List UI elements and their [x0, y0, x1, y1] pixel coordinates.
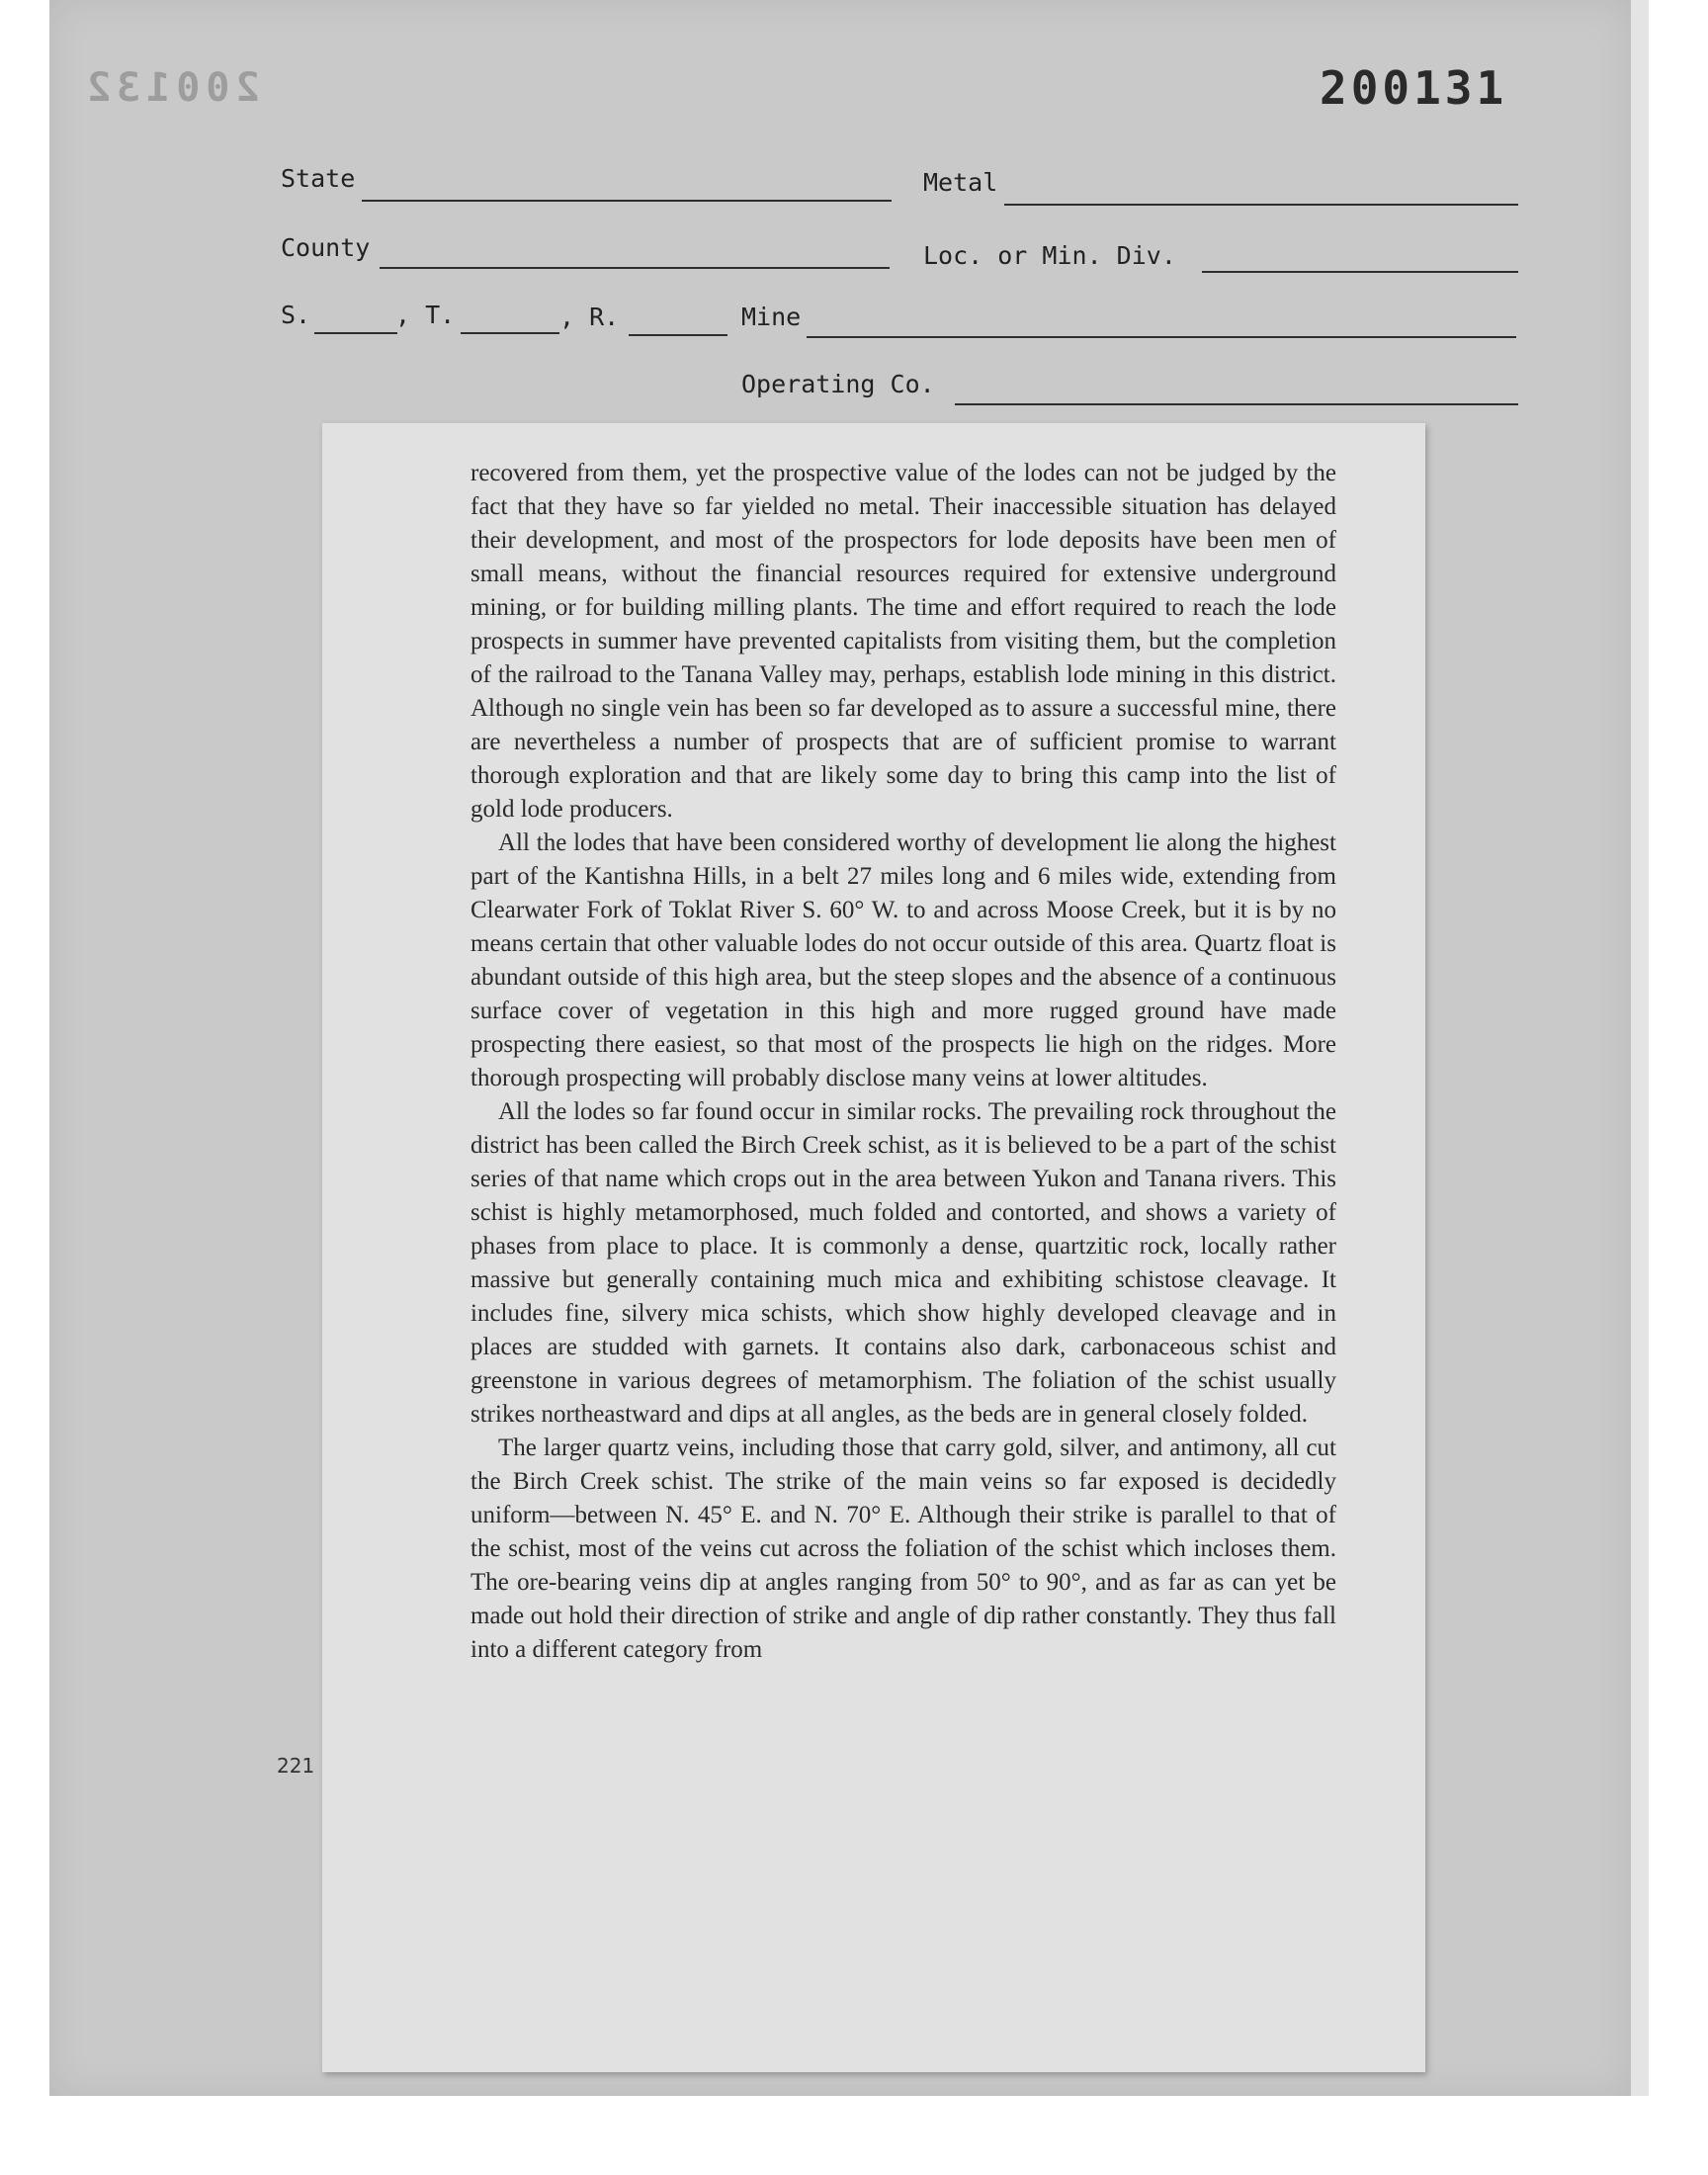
metal-field[interactable] [1004, 204, 1518, 206]
margin-page-reference: 221 [277, 1754, 315, 1778]
state-label: State [281, 164, 356, 193]
operating-co-label: Operating Co. [741, 370, 935, 398]
paragraph-3: All the lodes so far found occur in similar rocks. The prevailing rock throughout the district has been called the Birch Creek schist, as it is believed to be a part of the schist series of that name which crops out in the area between Yukon and Tanana rivers. This schist is highly metamorphosed, much folded and contorted, and shows a variety of phases from place to place. It is commonly a dense, quartzitic rock, locally rather massive but generally containing much mica and exhibiting schistose cleavage. It includes fine, silvery mica schists, which show highly developed cleavage and in places are studded with garnets. It contains also dark, carbonaceous schist and greenstone in various degrees of metamorphism. The foliation of the schist usually strikes northeastward and dips at all angles, as the beds are in general closely folded. [470, 1098, 1336, 1428]
county-label: County [281, 233, 371, 262]
card-edge [1631, 0, 1649, 2096]
range-label: , R. [559, 303, 620, 331]
county-field[interactable] [380, 267, 890, 269]
operating-co-field[interactable] [955, 403, 1518, 405]
state-field[interactable] [362, 200, 892, 202]
report-clipping [322, 423, 1425, 2072]
mine-label: Mine [741, 303, 802, 331]
section-field[interactable] [314, 332, 397, 334]
paragraph-2: All the lodes that have been considered worthy of development lie along the highest part of the Kantishna Hills, in a belt 27 miles long and 6 miles wide, extending from Clearwater Fork of Toklat River S. 60° W. to and across Moose Creek, but it is by no means certain that other valuable lodes do not occur outside of this area. Quartz float is abundant outside of this high area, but the steep slopes and the absence of a continuous surface cover of vegetation in this high and more rugged ground have made prospecting there easiest, so that most of the prospects lie high on the ridges. More thorough prospecting will probably disclose many veins at lower altitudes. [470, 829, 1336, 1091]
township-field[interactable] [461, 332, 559, 334]
bleed-through-card-number: 200132 [81, 65, 260, 111]
section-label: S. [281, 301, 311, 329]
mine-field[interactable] [807, 336, 1516, 338]
paragraph-4: The larger quartz veins, including those that carry gold, silver, and antimony, all cut the Birch Creek schist. The strike of the main veins so far exposed is decidedly uniform—between N. 45° E. and N. 70° E. Although their strike is parallel to that of the schist, most of the veins cut across the foliation of the schist which incloses them. The ore-bearing veins dip at angles ranging from 50° to 90°, and as far as can yet be made out hold their direction of strike and angle of dip rather constantly. They thus fall into a different category from [470, 1435, 1336, 1663]
range-field[interactable] [629, 334, 727, 336]
loc-label: Loc. or Min. Div. [923, 241, 1176, 270]
township-label: , T. [395, 301, 456, 329]
clipping-text [470, 457, 1336, 1667]
card-number: 200131 [1320, 61, 1508, 115]
metal-label: Metal [923, 168, 998, 197]
paragraph-1: recovered from them, yet the prospective value of the lodes can not be judged by the fact that they have so far yielded no metal. Their inaccessible situation has delayed their development, and most of the prospectors for lode deposits have been men of small means, without the financial resources required for extensive underground mining, or for building milling plants. The time and effort required to reach the lode prospects in summer have prevented capitalists from visiting them, but the completion of the railroad to the Tanana Valley may, perhaps, establish lode mining in this district. Although no single vein has been so far developed as to assure a successful mine, there are nevertheless a number of prospects that are of sufficient promise to warrant thorough exploration and that are likely some day to bring this camp into the list of gold lode producers. [470, 460, 1336, 823]
loc-field[interactable] [1202, 271, 1518, 273]
